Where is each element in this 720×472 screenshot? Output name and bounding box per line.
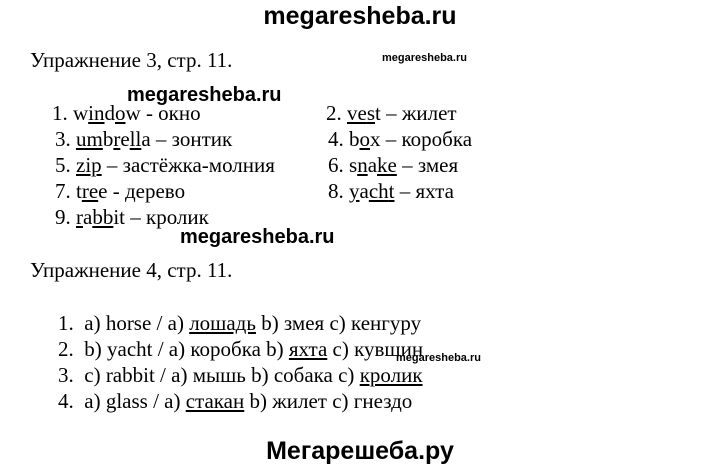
item-text: a) glass / a) стакан b) жилет c) гнездо — [84, 389, 413, 413]
item-number: 6. — [328, 153, 344, 177]
item-text: snake – змея — [349, 153, 459, 177]
watermark-small: megaresheba.ru — [396, 352, 481, 364]
item-number: 2. — [58, 337, 74, 361]
list-item — [58, 363, 423, 388]
list-item — [328, 179, 454, 204]
list-item — [55, 179, 185, 204]
answer: яхта — [288, 337, 328, 361]
watermark-bottom: Мегарешеба.ру — [266, 437, 454, 465]
item-number: 3. — [58, 363, 74, 387]
item-number: 9. — [55, 205, 71, 229]
item-text: zip – застёжка-молния — [76, 153, 275, 177]
list-item — [328, 153, 458, 178]
item-text: rabbit – кролик — [76, 205, 209, 229]
item-text: vest – жилет — [347, 101, 457, 125]
watermark-mid: megaresheba.ru — [180, 226, 335, 248]
item-number: 7. — [55, 179, 71, 203]
answer: лошадь — [189, 311, 256, 335]
item-text: tree - дерево — [76, 179, 186, 203]
item-number: 8. — [328, 179, 344, 203]
list-item — [58, 389, 412, 414]
item-text: window - окно — [73, 101, 201, 125]
list-item — [326, 101, 457, 126]
watermark-small: megaresheba.ru — [382, 52, 467, 64]
item-number: 5. — [55, 153, 71, 177]
list-item — [58, 337, 423, 362]
item-number: 4. — [328, 127, 344, 151]
item-text: umbrella – зонтик — [76, 127, 233, 151]
item-text: yacht – яхта — [349, 179, 454, 203]
list-item — [328, 127, 472, 152]
list-item — [55, 127, 232, 152]
exercise-4-heading: Упражнение 4, стр. 11. — [30, 258, 233, 282]
item-text: c) rabbit / a) мышь b) собака c) кролик — [84, 363, 423, 387]
answer: стакан — [185, 389, 245, 413]
item-number: 3. — [55, 127, 71, 151]
item-text: b) yacht / a) коробка b) яхта c) кувшин — [84, 337, 424, 361]
watermark-mid: megaresheba.ru — [127, 84, 282, 106]
list-item — [55, 153, 275, 178]
item-number: 1. — [58, 311, 74, 335]
exercise-3-heading: Упражнение 3, стр. 11. — [30, 48, 233, 72]
watermark-top: megaresheba.ru — [263, 2, 457, 30]
item-number: 1. — [52, 101, 68, 125]
item-text: box – коробка — [349, 127, 473, 151]
item-number: 2. — [326, 101, 342, 125]
list-item — [55, 205, 209, 230]
item-text: a) horse / a) лошадь b) змея c) кенгуру — [84, 311, 422, 335]
answer: кролик — [359, 363, 423, 387]
list-item — [52, 101, 201, 126]
item-number: 4. — [58, 389, 74, 413]
list-item — [58, 311, 421, 336]
